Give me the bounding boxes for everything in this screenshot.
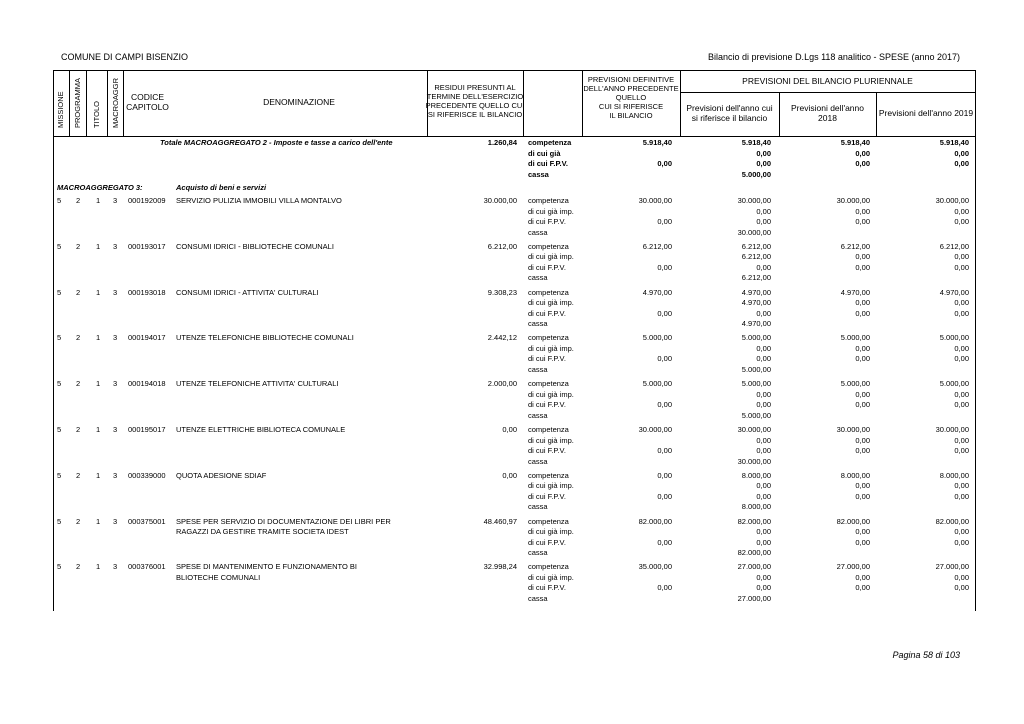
cell-type: competenza (528, 470, 569, 480)
cell-prevdef: 0,00 (657, 491, 672, 501)
cell-y3: 0,00 (954, 262, 969, 272)
cell-y3: 82.000,00 (935, 516, 969, 526)
cell-y1: 0,00 (756, 354, 771, 364)
col-titolo: TITOLO (92, 101, 101, 128)
cell-y3: 0,00 (954, 481, 969, 491)
cell-titolo: 1 (96, 425, 101, 434)
cell-y3: 0,00 (954, 435, 969, 445)
cell-prevdef: 5.000,00 (642, 379, 672, 389)
col-macroaggr: MACROAGGR (111, 77, 120, 128)
cell-y3: 0,00 (954, 491, 969, 501)
total-prevdef: 0,00 (657, 159, 672, 168)
cell-y1: 30.000,00 (737, 196, 771, 205)
cell-prevdef: 0,00 (657, 262, 672, 272)
cell-type: di cui F.P.V. (528, 262, 566, 272)
cell-y2: 0,00 (855, 308, 870, 318)
cell-y3: 0,00 (954, 389, 969, 399)
col-y1-l2: si riferisce il bilancio (691, 113, 768, 123)
cell-programma: 2 (76, 516, 81, 526)
cell-y2: 0,00 (855, 572, 870, 582)
cell-prevdef: 35.000,00 (638, 562, 672, 572)
total-residui: 1.260,84 (487, 138, 517, 147)
total-label: Totale MACROAGGREGATO 2 - Imposte e tasse a carico dell'ente (160, 138, 393, 147)
cell-denominazione: SERVIZIO PULIZIA IMMOBILI VILLA MONTALVO (176, 196, 342, 205)
total-y3: 0,00 (954, 159, 969, 168)
total-type: di cui F.P.V. (528, 159, 569, 168)
cell-y3: 0,00 (954, 583, 969, 593)
cell-y2: 6.212,00 (840, 241, 870, 251)
cell-y3: 5.000,00 (939, 333, 969, 343)
cell-y3: 0,00 (954, 217, 969, 226)
cell-type: cassa (528, 548, 548, 558)
cell-prevdef: 5.000,00 (642, 333, 672, 343)
col-prevdef-l2: DELL'ANNO PRECEDENTE (583, 84, 679, 93)
cell-macroaggr: 3 (113, 241, 118, 251)
col-y2-l1: Previsioni dell'anno (791, 103, 864, 113)
cell-y1: 30.000,00 (737, 227, 771, 237)
cell-y2: 4.970,00 (840, 287, 870, 297)
cell-y1: 6.212,00 (741, 241, 771, 251)
cell-residui: 0,00 (502, 470, 517, 480)
cell-denominazione: UTENZE TELEFONICHE BIBLIOTECHE COMUNALI (176, 333, 354, 343)
report-title: Bilancio di previsione D.Lgs 118 analitico - SPESE (anno 2017) (708, 52, 960, 62)
section-label: MACROAGGREGATO 3: (57, 183, 143, 192)
cell-y2: 0,00 (855, 262, 870, 272)
cell-prevdef: 6.212,00 (642, 241, 672, 251)
cell-y2: 0,00 (855, 217, 870, 226)
col-prevdef-l4: CUI SI RIFERISCE (598, 102, 664, 111)
cell-y3: 30.000,00 (935, 196, 969, 205)
cell-prevdef: 0,00 (657, 470, 672, 480)
cell-macroaggr: 3 (113, 470, 118, 480)
col-y3: Previsioni dell'anno 2019 (878, 108, 974, 118)
cell-y1: 82.000,00 (737, 548, 771, 558)
cell-programma: 2 (76, 241, 81, 251)
cell-type: cassa (528, 227, 548, 237)
cell-type: di cui già imp. (528, 435, 574, 445)
cell-type: cassa (528, 502, 548, 512)
cell-y2: 0,00 (855, 252, 870, 262)
section-title: Acquisto di beni e servizi (176, 183, 267, 192)
col-prevdef-l1: PREVISIONI DEFINITIVE (587, 75, 675, 84)
total-y2: 0,00 (855, 159, 870, 168)
cell-codice: 000192009 (128, 196, 166, 205)
col-codice-l2: CAPITOLO (126, 102, 169, 112)
col-missione: MISSIONE (56, 91, 65, 128)
cell-prevdef: 82.000,00 (638, 516, 672, 526)
cell-y3: 5.000,00 (939, 379, 969, 389)
cell-y3: 0,00 (954, 206, 969, 216)
cell-type: di cui F.P.V. (528, 308, 566, 318)
cell-y1: 0,00 (756, 527, 771, 537)
cell-y3: 27.000,00 (935, 562, 969, 572)
total-y2: 5.918,40 (840, 138, 870, 147)
cell-programma: 2 (76, 425, 81, 434)
cell-type: di cui già imp. (528, 572, 574, 582)
cell-type: di cui F.P.V. (528, 354, 566, 364)
cell-residui: 2.000,00 (487, 379, 517, 389)
cell-y1: 8.000,00 (741, 470, 771, 480)
cell-residui: 2.442,12 (487, 333, 517, 343)
cell-residui: 0,00 (502, 425, 517, 434)
col-y2-l2: 2018 (818, 113, 837, 123)
cell-y1: 0,00 (756, 308, 771, 318)
cell-y2: 0,00 (855, 206, 870, 216)
total-prevdef: 5.918,40 (642, 138, 672, 147)
cell-titolo: 1 (96, 333, 101, 343)
cell-type: di cui F.P.V. (528, 446, 566, 455)
cell-y1: 27.000,00 (737, 593, 771, 603)
total-y1: 5.918,40 (741, 138, 771, 147)
cell-y1: 5.000,00 (741, 379, 771, 389)
cell-y2: 27.000,00 (836, 562, 870, 572)
cell-y1: 0,00 (756, 389, 771, 399)
cell-missione: 5 (57, 470, 62, 480)
page-number: Pagina 58 di 103 (892, 650, 960, 660)
cell-y1: 4.970,00 (741, 319, 771, 329)
total-y1: 0,00 (756, 148, 771, 158)
cell-codice: 000195017 (128, 425, 166, 434)
cell-macroaggr: 3 (113, 333, 118, 343)
cell-type: di cui F.P.V. (528, 583, 566, 593)
cell-y3: 0,00 (954, 298, 969, 308)
cell-type: cassa (528, 593, 548, 603)
cell-macroaggr: 3 (113, 516, 118, 526)
cell-denominazione: UTENZE ELETTRICHE BIBLIOTECA COMUNALE (176, 425, 346, 434)
cell-denominazione: CONSUMI IDRICI - BIBLIOTECHE COMUNALI (176, 241, 334, 251)
cell-residui: 9.308,23 (487, 287, 517, 297)
cell-type: di cui già imp. (528, 527, 574, 537)
cell-y2: 0,00 (855, 491, 870, 501)
cell-y3: 0,00 (954, 537, 969, 547)
cell-missione: 5 (57, 562, 62, 572)
total-type: cassa (528, 169, 549, 179)
cell-missione: 5 (57, 333, 62, 343)
cell-y2: 0,00 (855, 389, 870, 399)
cell-y1: 5.000,00 (741, 410, 771, 420)
cell-prevdef: 0,00 (657, 354, 672, 364)
cell-missione: 5 (57, 379, 62, 389)
cell-type: competenza (528, 333, 569, 343)
cell-type: di cui già imp. (528, 252, 574, 262)
cell-type: competenza (528, 287, 569, 297)
cell-missione: 5 (57, 287, 62, 297)
cell-missione: 5 (57, 196, 62, 205)
cell-codice: 000376001 (128, 562, 166, 572)
cell-y3: 0,00 (954, 400, 969, 410)
cell-type: cassa (528, 410, 548, 420)
cell-y1: 0,00 (756, 446, 771, 455)
cell-y2: 5.000,00 (840, 379, 870, 389)
cell-y2: 0,00 (855, 527, 870, 537)
cell-y3: 0,00 (954, 343, 969, 353)
cell-type: competenza (528, 379, 569, 389)
cell-y1: 6.212,00 (741, 273, 771, 283)
cell-prevdef: 0,00 (657, 308, 672, 318)
cell-prevdef: 0,00 (657, 217, 672, 226)
entity-name: COMUNE DI CAMPI BISENZIO (61, 52, 189, 62)
cell-missione: 5 (57, 425, 62, 434)
cell-y2: 0,00 (855, 583, 870, 593)
cell-y2: 0,00 (855, 446, 870, 455)
cell-type: di cui già imp. (528, 389, 574, 399)
total-y1: 0,00 (756, 159, 771, 168)
cell-type: cassa (528, 273, 548, 283)
cell-prevdef: 0,00 (657, 583, 672, 593)
cell-y2: 30.000,00 (836, 425, 870, 434)
cell-codice: 000194017 (128, 333, 166, 343)
cell-y3: 0,00 (954, 308, 969, 318)
col-denominazione: DENOMINAZIONE (263, 97, 335, 107)
cell-type: cassa (528, 456, 548, 466)
cell-y2: 5.000,00 (840, 333, 870, 343)
cell-y1: 82.000,00 (737, 516, 771, 526)
cell-y2: 0,00 (855, 298, 870, 308)
cell-type: competenza (528, 425, 569, 434)
cell-type: competenza (528, 562, 569, 572)
cell-y2: 0,00 (855, 400, 870, 410)
cell-denominazione: SPESE PER SERVIZIO DI DOCUMENTAZIONE DEI LIBRI PER (176, 516, 391, 526)
cell-type: di cui già imp. (528, 206, 574, 216)
cell-macroaggr: 3 (113, 196, 118, 205)
cell-codice: 000193017 (128, 241, 166, 251)
col-codice-l1: CODICE (130, 92, 165, 102)
cell-y1: 6.212,00 (741, 252, 771, 262)
cell-programma: 2 (76, 379, 81, 389)
cell-programma: 2 (76, 333, 81, 343)
cell-type: cassa (528, 319, 548, 329)
cell-type: di cui F.P.V. (528, 491, 566, 501)
cell-residui: 6.212,00 (487, 241, 517, 251)
cell-denominazione: BLIOTECHE COMUNALI (176, 572, 261, 582)
cell-residui: 48.460,97 (483, 516, 517, 526)
cell-macroaggr: 3 (113, 425, 118, 434)
cell-denominazione: UTENZE TELEFONICHE ATTIVITA' CULTURALI (176, 379, 339, 389)
cell-type: di cui F.P.V. (528, 217, 566, 226)
col-residui-l4: SI RIFERISCE IL BILANCIO (427, 110, 523, 119)
cell-type: di cui già imp. (528, 298, 574, 308)
cell-y1: 0,00 (756, 400, 771, 410)
cell-type: cassa (528, 364, 548, 374)
total-type: competenza (528, 138, 572, 147)
cell-codice: 000194018 (128, 379, 166, 389)
cell-prevdef: 0,00 (657, 446, 672, 455)
cell-y2: 82.000,00 (836, 516, 870, 526)
cell-y1: 0,00 (756, 206, 771, 216)
cell-residui: 32.998,24 (483, 562, 517, 572)
cell-type: di cui F.P.V. (528, 537, 566, 547)
cell-y2: 0,00 (855, 537, 870, 547)
col-pluriennale: PREVISIONI DEL BILANCIO PLURIENNALE (742, 76, 913, 86)
cell-programma: 2 (76, 562, 81, 572)
cell-macroaggr: 3 (113, 379, 118, 389)
cell-y1: 8.000,00 (741, 502, 771, 512)
cell-codice: 000375001 (128, 516, 166, 526)
cell-y1: 30.000,00 (737, 425, 771, 434)
cell-y3: 6.212,00 (939, 241, 969, 251)
cell-programma: 2 (76, 196, 81, 205)
cell-denominazione: SPESE DI MANTENIMENTO E FUNZIONAMENTO BI (176, 562, 357, 572)
cell-y1: 0,00 (756, 343, 771, 353)
cell-y1: 5.000,00 (741, 364, 771, 374)
cell-y3: 8.000,00 (939, 470, 969, 480)
cell-titolo: 1 (96, 241, 101, 251)
cell-prevdef: 4.970,00 (642, 287, 672, 297)
cell-y1: 0,00 (756, 217, 771, 226)
cell-y1: 0,00 (756, 435, 771, 445)
cell-type: competenza (528, 241, 569, 251)
cell-y1: 0,00 (756, 491, 771, 501)
cell-type: competenza (528, 196, 569, 205)
cell-y1: 0,00 (756, 481, 771, 491)
cell-y2: 0,00 (855, 481, 870, 491)
cell-titolo: 1 (96, 196, 101, 205)
col-residui-l3: PRECEDENTE QUELLO CUI (425, 101, 525, 110)
cell-y1: 5.000,00 (741, 333, 771, 343)
cell-titolo: 1 (96, 516, 101, 526)
col-y1-l1: Previsioni dell'anno cui (686, 103, 773, 113)
col-residui-l2: TERMINE DELL'ESERCIZIO (426, 92, 524, 101)
cell-programma: 2 (76, 287, 81, 297)
cell-y3: 0,00 (954, 572, 969, 582)
cell-titolo: 1 (96, 562, 101, 572)
cell-prevdef: 0,00 (657, 537, 672, 547)
cell-prevdef: 0,00 (657, 400, 672, 410)
cell-y3: 0,00 (954, 252, 969, 262)
cell-titolo: 1 (96, 287, 101, 297)
cell-y3: 0,00 (954, 527, 969, 537)
total-y1: 5.000,00 (741, 169, 771, 179)
total-type: di cui già (528, 148, 561, 158)
cell-denominazione: QUOTA ADESIONE SDIAF (176, 470, 267, 480)
cell-denominazione: RAGAZZI DA GESTIRE TRAMITE SOCIETA IDEST (176, 527, 349, 537)
cell-programma: 2 (76, 470, 81, 480)
cell-y1: 30.000,00 (737, 456, 771, 466)
cell-y1: 0,00 (756, 537, 771, 547)
cell-codice: 000193018 (128, 287, 166, 297)
cell-type: di cui già imp. (528, 343, 574, 353)
cell-y1: 4.970,00 (741, 298, 771, 308)
cell-y3: 4.970,00 (939, 287, 969, 297)
cell-type: di cui F.P.V. (528, 400, 566, 410)
cell-type: di cui già imp. (528, 481, 574, 491)
cell-y1: 27.000,00 (737, 562, 771, 572)
cell-missione: 5 (57, 516, 62, 526)
cell-residui: 30.000,00 (483, 196, 517, 205)
cell-codice: 000339000 (128, 470, 166, 480)
cell-y2: 0,00 (855, 435, 870, 445)
cell-y1: 0,00 (756, 572, 771, 582)
total-y3: 5.918,40 (939, 138, 969, 147)
col-prevdef-l3: QUELLO (615, 93, 647, 102)
cell-y3: 0,00 (954, 354, 969, 364)
col-residui-l1: RESIDUI PRESUNTI AL (434, 83, 516, 92)
cell-titolo: 1 (96, 379, 101, 389)
col-programma: PROGRAMMA (73, 77, 82, 128)
cell-macroaggr: 3 (113, 287, 118, 297)
cell-y1: 4.970,00 (741, 287, 771, 297)
cell-macroaggr: 3 (113, 562, 118, 572)
col-prevdef-l5: IL BILANCIO (609, 111, 653, 120)
cell-titolo: 1 (96, 470, 101, 480)
cell-prevdef: 30.000,00 (638, 196, 672, 205)
cell-denominazione: CONSUMI IDRICI - ATTIVITA' CULTURALI (176, 287, 319, 297)
cell-prevdef: 30.000,00 (638, 425, 672, 434)
cell-y1: 0,00 (756, 262, 771, 272)
cell-y3: 0,00 (954, 446, 969, 455)
cell-y2: 8.000,00 (840, 470, 870, 480)
total-y2: 0,00 (855, 148, 870, 158)
cell-y1: 0,00 (756, 583, 771, 593)
cell-missione: 5 (57, 241, 62, 251)
cell-y2: 0,00 (855, 354, 870, 364)
cell-y2: 30.000,00 (836, 196, 870, 205)
total-y3: 0,00 (954, 148, 969, 158)
cell-type: competenza (528, 516, 569, 526)
cell-y2: 0,00 (855, 343, 870, 353)
cell-y3: 30.000,00 (935, 425, 969, 434)
